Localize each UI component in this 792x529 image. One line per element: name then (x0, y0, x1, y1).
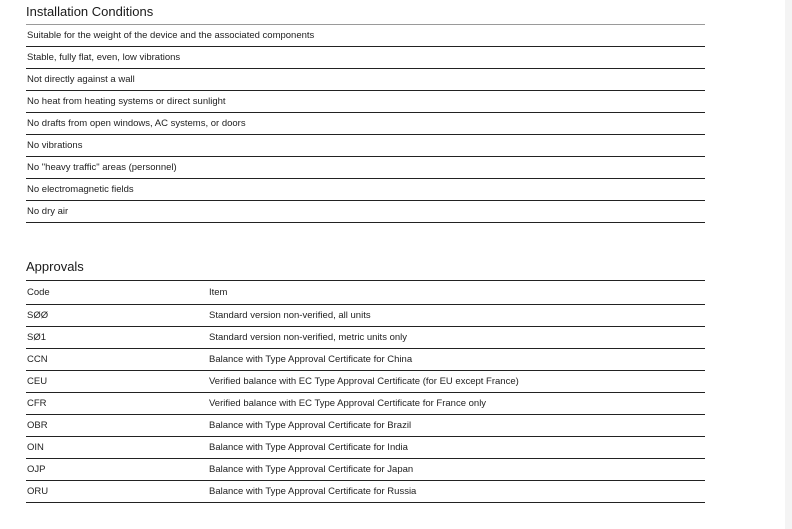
cell-code: CCN (27, 354, 48, 365)
list-item: Not directly against a wall (26, 69, 705, 91)
table-row (26, 481, 705, 503)
cell-item: Verified balance with EC Type Approval Certificate (for EU except France) (209, 376, 519, 387)
column-header-item: Item (209, 287, 228, 298)
list-item: No "heavy traffic" areas (personnel) (26, 157, 705, 179)
cell-item: Balance with Type Approval Certificate for Japan (209, 464, 414, 475)
table-row (26, 327, 705, 349)
cell-item: Standard version non-verified, metric units only (209, 332, 408, 343)
installation-conditions-section (26, 0, 705, 223)
cell-code: OJP (27, 464, 46, 475)
cell-code: OIN (27, 442, 44, 453)
cell-item: Balance with Type Approval Certificate for Brazil (209, 420, 412, 431)
table-row (26, 371, 705, 393)
table-row (26, 437, 705, 459)
approvals-section (26, 255, 705, 503)
column-header-code: Code (27, 287, 50, 298)
table-row (26, 349, 705, 371)
list-item: No electromagnetic fields (26, 179, 705, 201)
cell-item: Balance with Type Approval Certificate for India (209, 442, 408, 453)
cell-code: SØØ (27, 310, 49, 321)
table-row (26, 459, 705, 481)
cell-code: CEU (27, 376, 48, 387)
cell-code: SØ1 (27, 332, 47, 343)
table-row (26, 393, 705, 415)
cell-code: OBR (27, 420, 48, 431)
vertical-scrollbar[interactable] (785, 0, 792, 529)
cell-item: Balance with Type Approval Certificate for Russia (209, 486, 417, 497)
list-item: Suitable for the weight of the device and the associated components (26, 25, 705, 47)
table-header-row (26, 280, 705, 305)
list-item: No heat from heating systems or direct sunlight (26, 91, 705, 113)
installation-conditions-list (26, 25, 705, 223)
approvals-table (26, 280, 705, 503)
cell-item: Balance with Type Approval Certificate for China (209, 354, 413, 365)
cell-code: CFR (27, 398, 47, 409)
approvals-title: Approvals (26, 259, 84, 274)
table-row (26, 415, 705, 437)
list-item: Stable, fully flat, even, low vibrations (26, 47, 705, 69)
cell-code: ORU (27, 486, 49, 497)
cell-item: Verified balance with EC Type Approval Certificate for France only (209, 398, 487, 409)
list-item: No vibrations (26, 135, 705, 157)
list-item: No dry air (26, 201, 705, 223)
cell-item: Standard version non-verified, all units (209, 310, 371, 321)
list-item: No drafts from open windows, AC systems, or doors (26, 113, 705, 135)
table-row (26, 305, 705, 327)
installation-conditions-title: Installation Conditions (26, 0, 705, 25)
